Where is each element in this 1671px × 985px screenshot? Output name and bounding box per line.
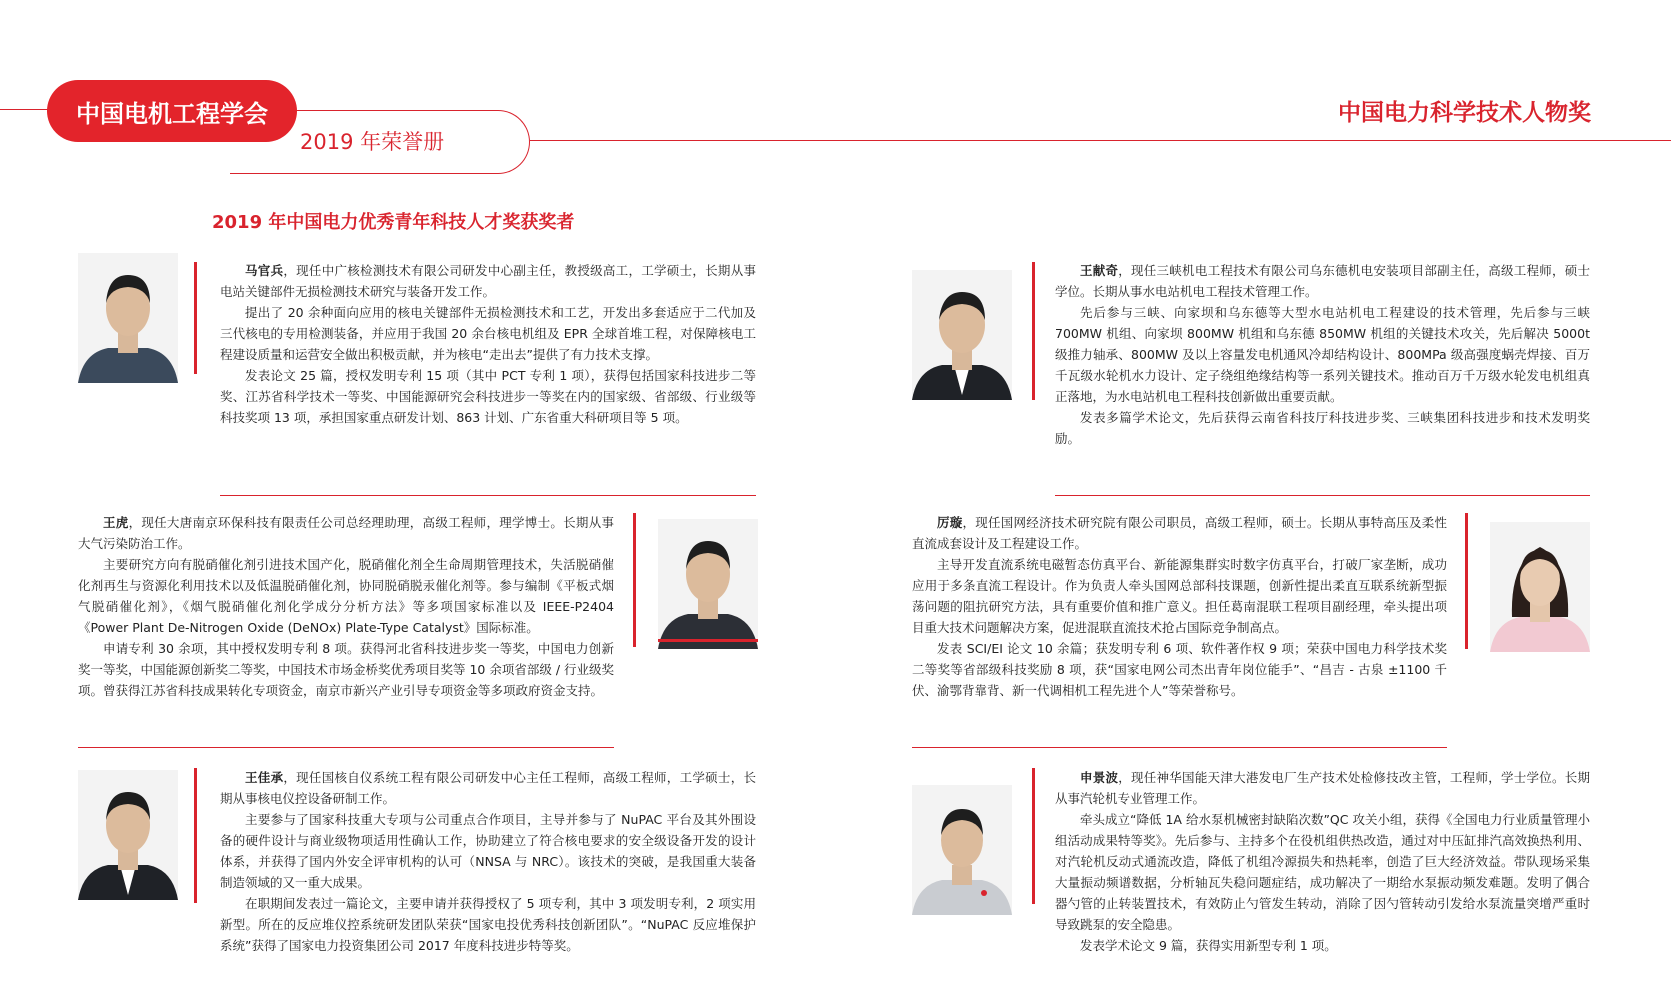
portrait-photo — [912, 785, 1012, 915]
person-name: 王献奇 — [1080, 263, 1119, 278]
person-name: 申景波 — [1080, 770, 1119, 785]
person-intro: ，现任中广核检测技术有限公司研发中心副主任，教授级高工，工学硕士，长期从事电站关键部件无损检测技术研究与装备开发工作。 — [220, 263, 756, 299]
bio-paragraph: 发表多篇学术论文，先后获得云南省科技厅科技进步奖、三峡集团科技进步和技术发明奖励。 — [1055, 410, 1590, 446]
accent-bar — [194, 768, 197, 903]
portrait-photo — [78, 770, 178, 900]
portrait-photo — [78, 253, 178, 383]
person-name: 王佳承 — [245, 770, 284, 785]
portrait-photo — [658, 519, 758, 649]
person-intro: ，现任国核自仪系统工程有限公司研发中心主任工程师，高级工程师，工学硕士，长期从事核电仪控设备研制工作。 — [220, 770, 756, 806]
bio-paragraph: 发表学术论文 9 篇，获得实用新型专利 1 项。 — [1080, 938, 1337, 953]
bio-ma-guanbing — [220, 260, 756, 428]
accent-bar — [1032, 262, 1035, 400]
bio-paragraph: 提出了 20 余种面向应用的核电关键部件无损检测技术和工艺，开发出多套适应于二代加及三代核电的专用检测装备，并应用于我国 20 余台核电机组及 EPR 全球首堆工程，对保障核电工程建设质量和运营安全做出积极贡献，并为核电“走出去”提供了有力技术支撑。 — [220, 305, 756, 362]
bio-wang-hu — [78, 512, 614, 701]
section-title: 2019 年中国电力优秀青年科技人才奖获奖者 — [212, 212, 575, 233]
person-name: 马官兵 — [245, 263, 284, 278]
accent-bar — [1032, 768, 1035, 904]
bio-paragraph: 在职期间发表过一篇论文，主要申请并获得授权了 5 项专利，其中 3 项发明专利，2 项实用新型。所在的反应堆仪控系统研发团队荣获“国家电投优秀科技创新团队”。“NuPAC 反应堆保护系统”获得了国家电力投资集团公司 2017 年度科技进步特等奖。 — [220, 896, 756, 953]
bio-paragraph: 主导开发直流系统电磁暂态仿真平台、新能源集群实时数字仿真平台，打破厂家垄断，成功应用于多条直流工程设计。作为负责人牵头国网总部科技课题，创新性提出柔直互联系统新型振荡问题的阻抗研究方法，具有重要价值和推广意义。担任葛南混联工程项目副经理，牵头提出项目重大技术问题解决方案，促进混联直流技术抢占国际竞争制高点。 — [912, 557, 1447, 635]
bio-wang-jiacheng — [220, 767, 756, 956]
accent-bar — [633, 513, 636, 647]
bio-paragraph: 发表论文 25 篇，授权发明专利 15 项（其中 PCT 专利 1 项），获得包括国家科技进步二等奖、江苏省科学技术一等奖、中国能源研究会科技进步一等奖在内的国家级、省部级、行业级等科技奖项 13 项，承担国家重点研发计划、863 计划、广东省重大科研项目等 5 项。 — [220, 368, 756, 425]
separator-rule — [912, 747, 1447, 748]
bio-li-xuan — [912, 512, 1447, 701]
bio-paragraph: 牵头成立“降低 1A 给水泵机械密封缺陷次数”QC 攻关小组，获得《全国电力行业质量管理小组活动成果特等奖》。先后参与、主持多个在役机组供热改造，通过对中压缸排汽高效换热利用、对汽轮机反动式通流改造，降低了机组冷源损失和热耗率，创造了巨大经济效益。带队现场采集大量振动频谱数据，分析轴瓦失稳问题症结，成功解决了一期给水泵振动频发难题。发明了偶合器勺管的止转装置技术，有效防止勺管发生转动，消除了因勺管转动引发给水泵流量突增严重时导致跳泵的安全隐患。 — [1055, 812, 1590, 932]
separator-rule — [78, 747, 614, 748]
bio-wang-xianqi — [1055, 260, 1590, 449]
person-intro: ，现任三峡机电工程技术有限公司乌东德机电安装项目部副主任，高级工程师，硕士学位。长期从事水电站机电工程技术管理工作。 — [1055, 263, 1590, 299]
accent-bar — [194, 262, 197, 374]
portrait-photo — [1490, 522, 1590, 652]
bio-paragraph: 主要参与了国家科技重大专项与公司重点合作项目，主导并参与了 NuPAC 平台及其外围设备的硬件设计与商业级物项适用性确认工作，协助建立了符合核电要求的安全级设备开发的设计体系，并获得了国内外安全评审机构的认可（NNSA 与 NRC）。该技术的突破，是我国重大装备制造领域的又一重大成果。 — [220, 812, 756, 890]
bio-paragraph: 发表 SCI/EI 论文 10 余篇；获发明专利 6 项、软件著作权 9 项；荣获中国电力科学技术奖二等奖等省部级科技奖励 8 项，获“国家电网公司杰出青年岗位能手”、“昌吉 - 古泉 ±1100 千伏、渝鄂背靠背、新一代调相机工程先进个人”等荣誉称号。 — [912, 641, 1447, 698]
bio-paragraph: 申请专利 30 余项，其中授权发明专利 8 项。获得河北省科技进步奖一等奖，中国电力创新奖一等奖，中国能源创新奖二等奖，中国技术市场金桥奖优秀项目奖等 10 余项省部级 / 行业级奖项。曾获得江苏省科技成果转化专项资金，南京市新兴产业引导专项资金等多项政府资金支持。 — [78, 641, 615, 698]
accent-bar — [1465, 513, 1468, 649]
person-intro: ，现任神华国能天津大港发电厂生产技术处检修技改主管，工程师，学士学位。长期从事汽轮机专业管理工作。 — [1055, 770, 1590, 806]
header-rule-right — [530, 140, 1671, 141]
person-name: 王虎 — [103, 515, 129, 530]
person-intro: ，现任国网经济技术研究院有限公司职员，高级工程师，硕士。长期从事特高压及柔性直流成套设计及工程建设工作。 — [912, 515, 1447, 551]
bio-paragraph: 先后参与三峡、向家坝和乌东德等大型水电站机电工程建设的技术管理，先后参与三峡 700MW 机组、向家坝 800MW 机组和乌东德 850MW 机组的关键技术攻关，先后解决 5000t 级推力轴承、800MW 及以上容量发电机通风冷却结构设计、800MPa 级高强度蜗壳焊接、百万千瓦级水轮机水力设计、定子绕组绝缘结构等一系列关键技术。推动百万千万级水轮发电机组真正落地，为水电站机电工程科技创新做出重要贡献。 — [1055, 305, 1590, 404]
award-title: 中国电力科学技术人物奖 — [1338, 100, 1591, 126]
separator-rule — [1055, 495, 1590, 496]
bio-paragraph: 主要研究方向有脱硝催化剂引进技术国产化，脱硝催化剂全生命周期管理技术，失活脱硝催化剂再生与资源化利用技术以及低温脱硝催化剂，协同脱硝脱汞催化剂等。参与编制《平板式烟气脱硝催化剂》，《烟气脱硝催化剂化学成分分析方法》等多项国家标准以及 IEEE-P2404《Power Plant De-Nitrogen Oxide (DeNOx) Plate-Type Catalyst》国际标准。 — [78, 557, 614, 635]
org-name: 中国电机工程学会 — [76, 99, 268, 128]
person-intro: ，现任大唐南京环保科技有限责任公司总经理助理，高级工程师，理学博士。长期从事大气污染防治工作。 — [78, 515, 614, 551]
separator-rule — [220, 495, 756, 496]
person-name: 厉璇 — [937, 515, 963, 530]
portrait-photo — [912, 270, 1012, 400]
org-name-badge — [47, 80, 297, 142]
bio-shen-jingbo — [1055, 767, 1590, 956]
year-label: 2019 年荣誉册 — [300, 130, 445, 154]
